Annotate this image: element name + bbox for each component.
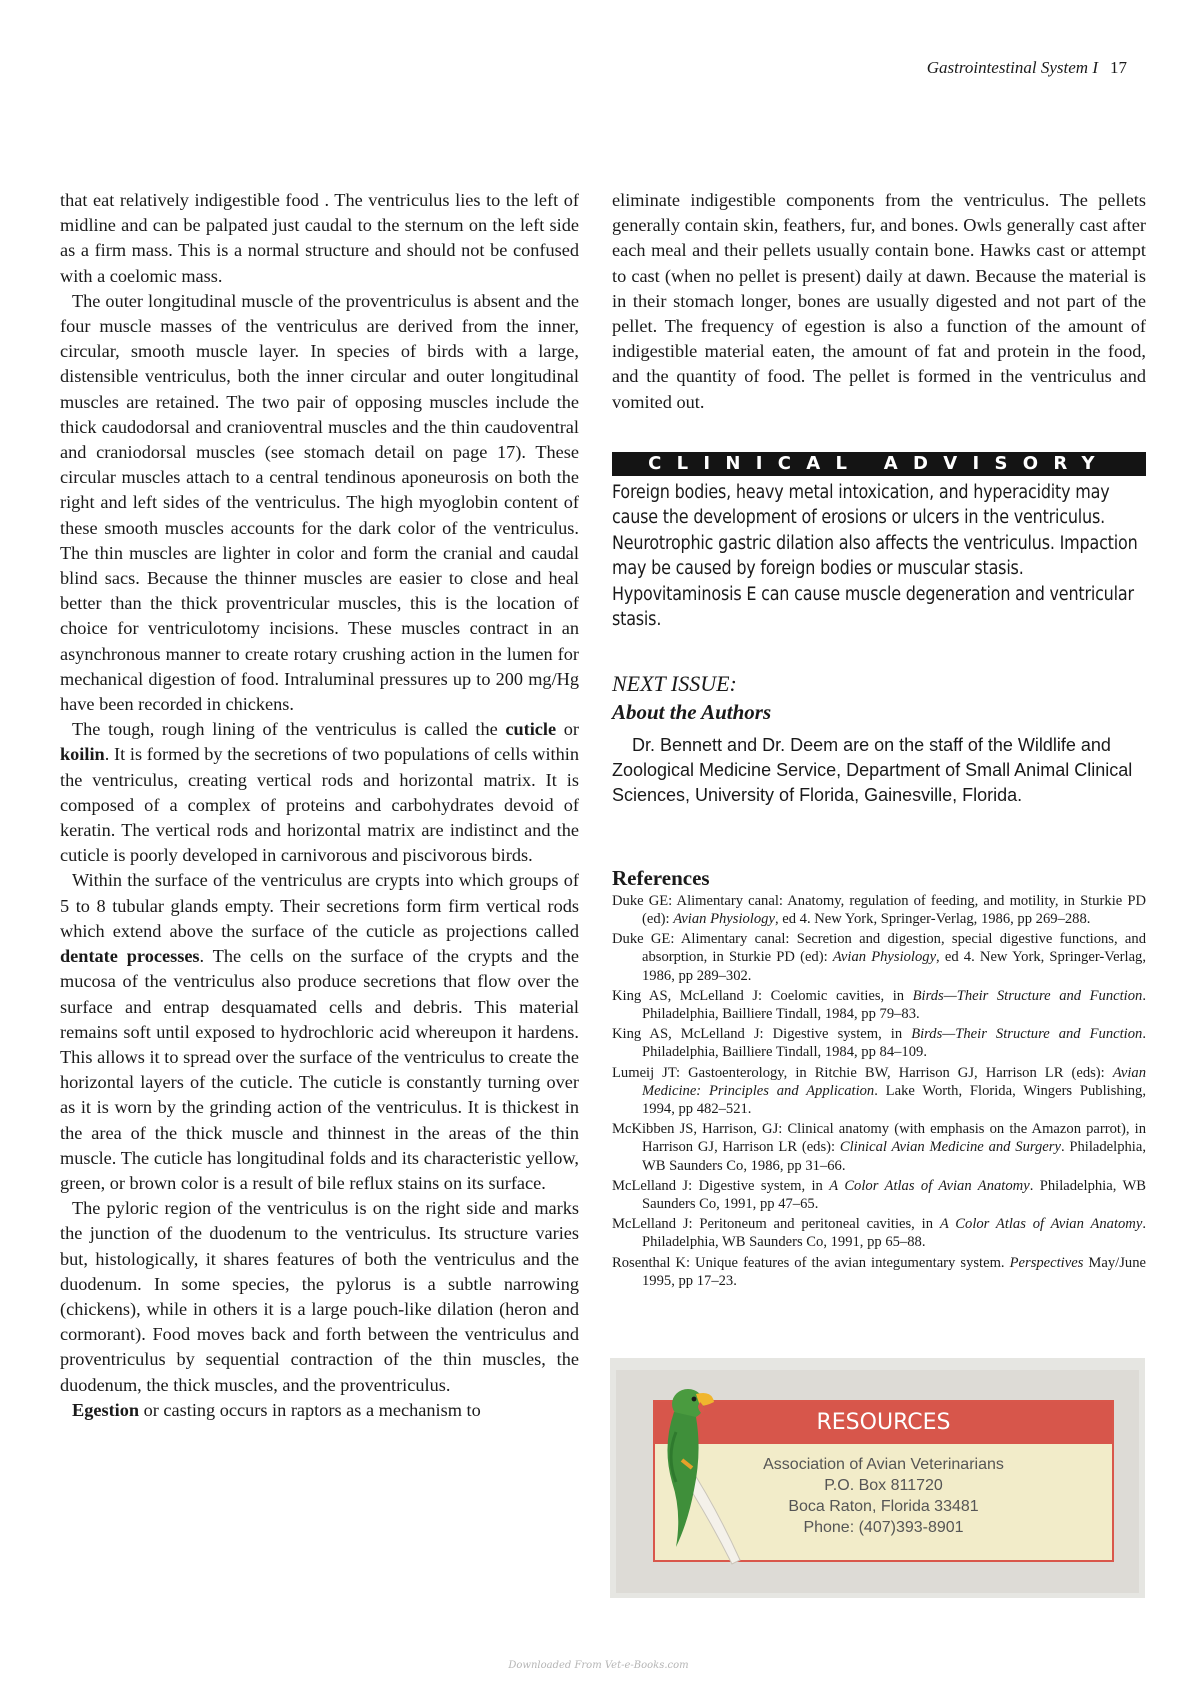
paragraph: that eat relatively indigestible food . The ventriculus lies to the left of midline and can be palpated just caudal to the sternum on the left side as a firm mass. This is a normal structure and should not be confused with a coelomic mass. bbox=[60, 190, 579, 286]
clinical-advisory-text: Foreign bodies, heavy metal intoxication, and hyperacidity may cause the development of erosions or ulcers in the ventriculus. Neurotrophic gastric dilation also affects the ventriculus. Impaction may be caused by foreign bodies or muscular stasis. Hypovitaminosis E can cause muscle degeneration and ventricular stasis. bbox=[612, 481, 1138, 631]
reference-item: Duke GE: Alimentary canal: Secretion and digestion, special digestive functions, and absorption, in Sturkie PD (ed): Avian Physiology, ed 4. New York, Springer-Verlag, 1986, pp 289–302. bbox=[612, 931, 1146, 984]
paragraph: eliminate indigestible components from the ventriculus. The pellets generally contain skin, feathers, fur, and bones. Owls generally cast after each meal and their pellets usually contain bone. Hawks cast or attempt to cast (when no pellet is present) daily at dawn. Because the material is in their stomach longer, bones are usually digested and not part of the pellet. The frequency of egestion is also a function of the amount of indigestible material eaten, the amount of fat and protein in the food, and the quantity of food. The pellet is formed in the ventriculus and vomited out. bbox=[612, 190, 1146, 412]
right-column bbox=[612, 188, 1146, 1292]
parrot-icon bbox=[636, 1372, 746, 1572]
resources-panel bbox=[610, 1358, 1145, 1598]
reference-item: McLelland J: Digestive system, in A Color Atlas of Avian Anatomy. Philadelphia, WB Saunders Co, 1991, pp 47–65. bbox=[612, 1177, 1146, 1213]
running-title: Gastrointestinal System I bbox=[926, 58, 1098, 77]
about-authors-heading: About the Authors bbox=[612, 699, 772, 724]
reference-item: McKibben JS, Harrison, GJ: Clinical anatomy (with emphasis on the Amazon parrot), in Harrison GJ, Harrison LR (eds): Clinical Avian Medicine and Surgery. Philadelphia, WB Saunders Co, 1986, pp 31–66. bbox=[612, 1121, 1146, 1174]
resources-org: Association of Avian Veterinarians bbox=[763, 1456, 1004, 1473]
paragraph: The tough, rough lining of the ventriculus is called the cuticle or koilin. It is formed by the secretions of two populations of cells within the ventriculus, creating vertical rods and horizontal matrix. It is composed of a complex of proteins and carbohydrates devoid of keratin. The vertical rods and horizontal matrix are indistinct and the cuticle is poorly developed in carnivorous and piscivorous birds. bbox=[60, 719, 579, 866]
about-authors-text: Dr. Bennett and Dr. Deem are on the staff of the Wildlife and Zoological Medicine Service, Department of Small Animal Clinical Sciences, University of Florida, Gainesville, Florida. bbox=[612, 734, 1133, 805]
clinical-advisory-label: CLINICAL ADVISORY bbox=[612, 452, 1146, 476]
paragraph: Egestion or casting occurs in raptors as a mechanism to bbox=[72, 1399, 481, 1420]
next-issue-heading: NEXT ISSUE: bbox=[612, 670, 737, 696]
term-egestion: Egestion bbox=[72, 1399, 140, 1420]
page-number: 17 bbox=[1110, 58, 1127, 77]
running-head bbox=[927, 58, 1127, 78]
reference-item: King AS, McLelland J: Digestive system, in Birds—Their Structure and Function. Philadelphia, Bailliere Tindall, 1984, pp 84–109. bbox=[612, 1026, 1146, 1061]
reference-item: King AS, McLelland J: Coelomic cavities, in Birds—Their Structure and Function. Philadelphia, Bailliere Tindall, 1984, pp 79–83. bbox=[612, 987, 1146, 1023]
references-heading: References bbox=[612, 865, 710, 890]
resources-address-line: Boca Raton, Florida 33481 bbox=[788, 1498, 979, 1515]
term-cuticle: cuticle bbox=[505, 719, 557, 740]
resources-background bbox=[616, 1370, 1139, 1593]
term-dentate-processes: dentate processes bbox=[60, 946, 200, 967]
reference-item: Lumeij JT: Gastoenterology, in Ritchie BW, Harrison GJ, Harrison LR (eds): Avian Medicine: Principles and Application. Lake Worth, Florida, Wingers Publishing, 1994, pp 482–521. bbox=[612, 1064, 1146, 1118]
resources-title: RESOURCES bbox=[655, 1402, 1112, 1444]
reference-item: McLelland J: Peritoneum and peritoneal cavities, in A Color Atlas of Avian Anatomy. Philadelphia, WB Saunders Co, 1991, pp 65–88. bbox=[612, 1216, 1146, 1251]
reference-item: Rosenthal K: Unique features of the avian integumentary system. Perspectives May/June 1995, pp 17–23. bbox=[612, 1254, 1146, 1289]
paragraph: The pyloric region of the ventriculus is on the right side and marks the junction of the duodenum to the ventriculus. Its structure varies but, histologically, it shares features of both the ventriculus and the duodenum. In some species, the pylorus is a subtle narrowing (chickens), while in others it is a large pouch-like dilation (heron and cormorant). Food moves back and forth between the ventriculus and proventriculus by sequential contraction of the thin muscles, the duodenum, the thick muscles, and the proventriculus. bbox=[60, 1198, 579, 1395]
paragraph: The outer longitudinal muscle of the proventriculus is absent and the four muscle masses of the ventriculus are derived from the inner, circular, smooth muscle layer. In species of birds with a large, distensible ventriculus, both the inner circular and outer longitudinal muscles are retained. The two pair of opposing muscles include the thick caudodorsal and cranioventral muscles and the thin caudoventral and craniodorsal muscles (see stomach detail on page 17). These circular muscles attach to a central tendinous aponeurosis on both the right and left sides of the ventriculus. The high myoglobin content of these smooth muscles accounts for the dark color of the ventriculus. The thin muscles are lighter in color and form the cranial and caudal blind sacs. Because the thinner muscles are easier to close and heal better than the thick proventricular muscles, this is the location of choice for ventriculotomy incisions. These muscles contract in an asynchronous manner to create rotary crushing action in the lumen for mechanical digestion of food. Intraluminal pressures up to 200 mg/Hg have been recorded in chickens. bbox=[60, 290, 579, 715]
reference-item: Duke GE: Alimentary canal: Anatomy, regulation of feeding, and motility, in Sturkie PD (ed): Avian Physiology, ed 4. New York, Springer-Verlag, 1986, pp 269–288. bbox=[612, 892, 1146, 928]
watermark: Downloaded From Vet-e-Books.com bbox=[508, 1660, 689, 1671]
paragraph: Within the surface of the ventriculus are crypts into which groups of 5 to 8 tubular glands empty. Their secretions form firm vertical rods which extend above the surface of the cuticle as projections called dentate processes. The cells on the surface of the crypts and the mucosa of the ventriculus also produce secretions that flow over the surface and entrap desquamated cells and debris. This material remains soft until exposed to hydrochloric acid whereupon it hardens. This allows it to spread over the surface of the ventriculus to create the horizontal layers of the cuticle. The cuticle is constantly turning over as it is worn by the grinding action of the ventriculus. It is thickest in the area of the thick muscle and thinnest in the areas of the thin muscle. The cuticle has longitudinal folds and its characteristic yellow, green, or brown color is a result of bile reflux stains on its surface. bbox=[60, 870, 579, 1193]
resources-phone: Phone: (407)393-8901 bbox=[803, 1519, 964, 1536]
references-list bbox=[612, 892, 1146, 1290]
left-column bbox=[60, 188, 579, 1423]
resources-address-line: P.O. Box 811720 bbox=[824, 1477, 943, 1494]
term-koilin: koilin bbox=[60, 744, 105, 765]
